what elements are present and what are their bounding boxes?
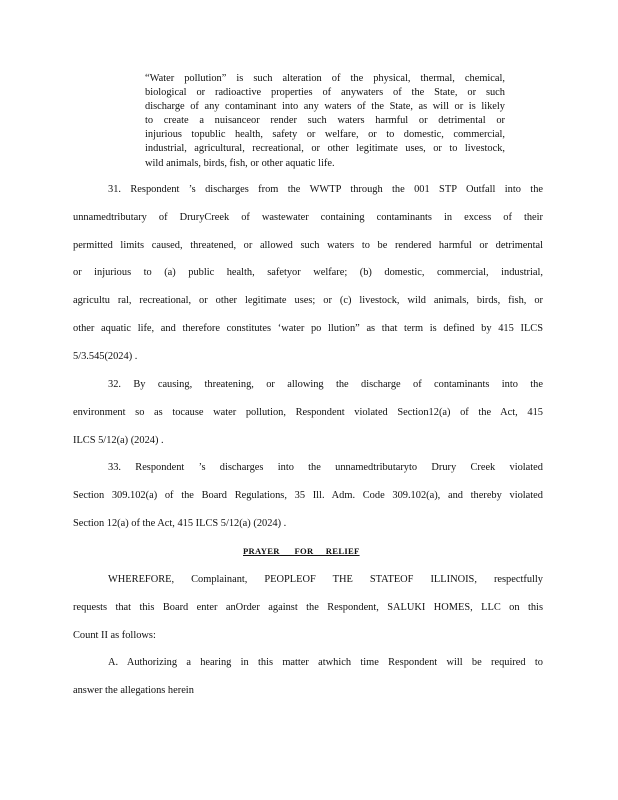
paragraph-33-line: 33. Respondent ’s discharges into the unnamedtributaryto Drury Creek violated <box>108 462 543 473</box>
paragraph-32-line: ILCS 5/12(a) (2024) . <box>73 435 164 446</box>
wherefore-line: Count II as follows: <box>73 630 156 641</box>
item-a-line: answer the allegations herein <box>73 685 194 696</box>
paragraph-31-line: 31. Respondent ’s discharges from the WWTP through the 001 STP Outfall into the <box>108 184 543 195</box>
paragraph-31-line: or injurious to (a) public health, safetyor welfare; (b) domestic, commercial, industrial, <box>73 267 543 278</box>
quote-line: discharge of any contaminant into any waters of the State, as will or is likely <box>145 101 505 113</box>
paragraph-31-line: 5/3.545(2024) . <box>73 351 138 362</box>
paragraph-31-line: agricultu ral, recreational, or other legitimate uses; or (c) livestock, wild animals, birds, fish, or <box>73 295 543 306</box>
paragraph-32-line: environment so as tocause water pollution, Respondent violated Section12(a) of the Act, 415 <box>73 407 543 418</box>
quote-line: to create a nuisanceor render such waters harmful or detrimental or <box>145 115 505 127</box>
wherefore-line: requests that this Board enter anOrder against the Respondent, SALUKI HOMES, LLC on this <box>73 602 543 613</box>
paragraph-33-line: Section 12(a) of the Act, 415 ILCS 5/12(a) (2024) . <box>73 518 287 529</box>
quote-line: injurious topublic health, safety or welfare, or to domestic, commercial, <box>145 129 505 141</box>
wherefore-line: WHEREFORE, Complainant, PEOPLEOF THE STATEOF ILLINOIS, respectfully <box>108 574 543 585</box>
item-a-line: A. Authorizing a hearing in this matter atwhich time Respondent will be required to <box>108 657 543 668</box>
section-heading: PRAYER FOR RELIEF <box>243 546 360 556</box>
quote-line: industrial, agricultural, recreational, or other legitimate uses, or to livestock, <box>145 143 505 155</box>
paragraph-33-line: Section 309.102(a) of the Board Regulations, 35 Ill. Adm. Code 309.102(a), and thereby violated <box>73 490 543 501</box>
paragraph-31-line: permitted limits caused, threatened, or allowed such waters to be rendered harmful or detrimental <box>73 240 543 251</box>
quote-line: biological or radioactive properties of anywaters of the State, or such <box>145 87 505 99</box>
paragraph-31-line: other aquatic life, and therefore constitutes ‘water po llution” as that term is defined by 415 ILCS <box>73 323 543 334</box>
paragraph-32-line: 32. By causing, threatening, or allowing the discharge of contaminants into the <box>108 379 543 390</box>
paragraph-31-line: unnamedtributary of DruryCreek of wastewater containing contaminants in excess of their <box>73 212 543 223</box>
block-quote <box>145 72 505 171</box>
quote-line: “Water pollution” is such alteration of the physical, thermal, chemical, <box>145 73 505 84</box>
quote-line: wild animals, birds, fish, or other aquatic life. <box>145 157 335 169</box>
